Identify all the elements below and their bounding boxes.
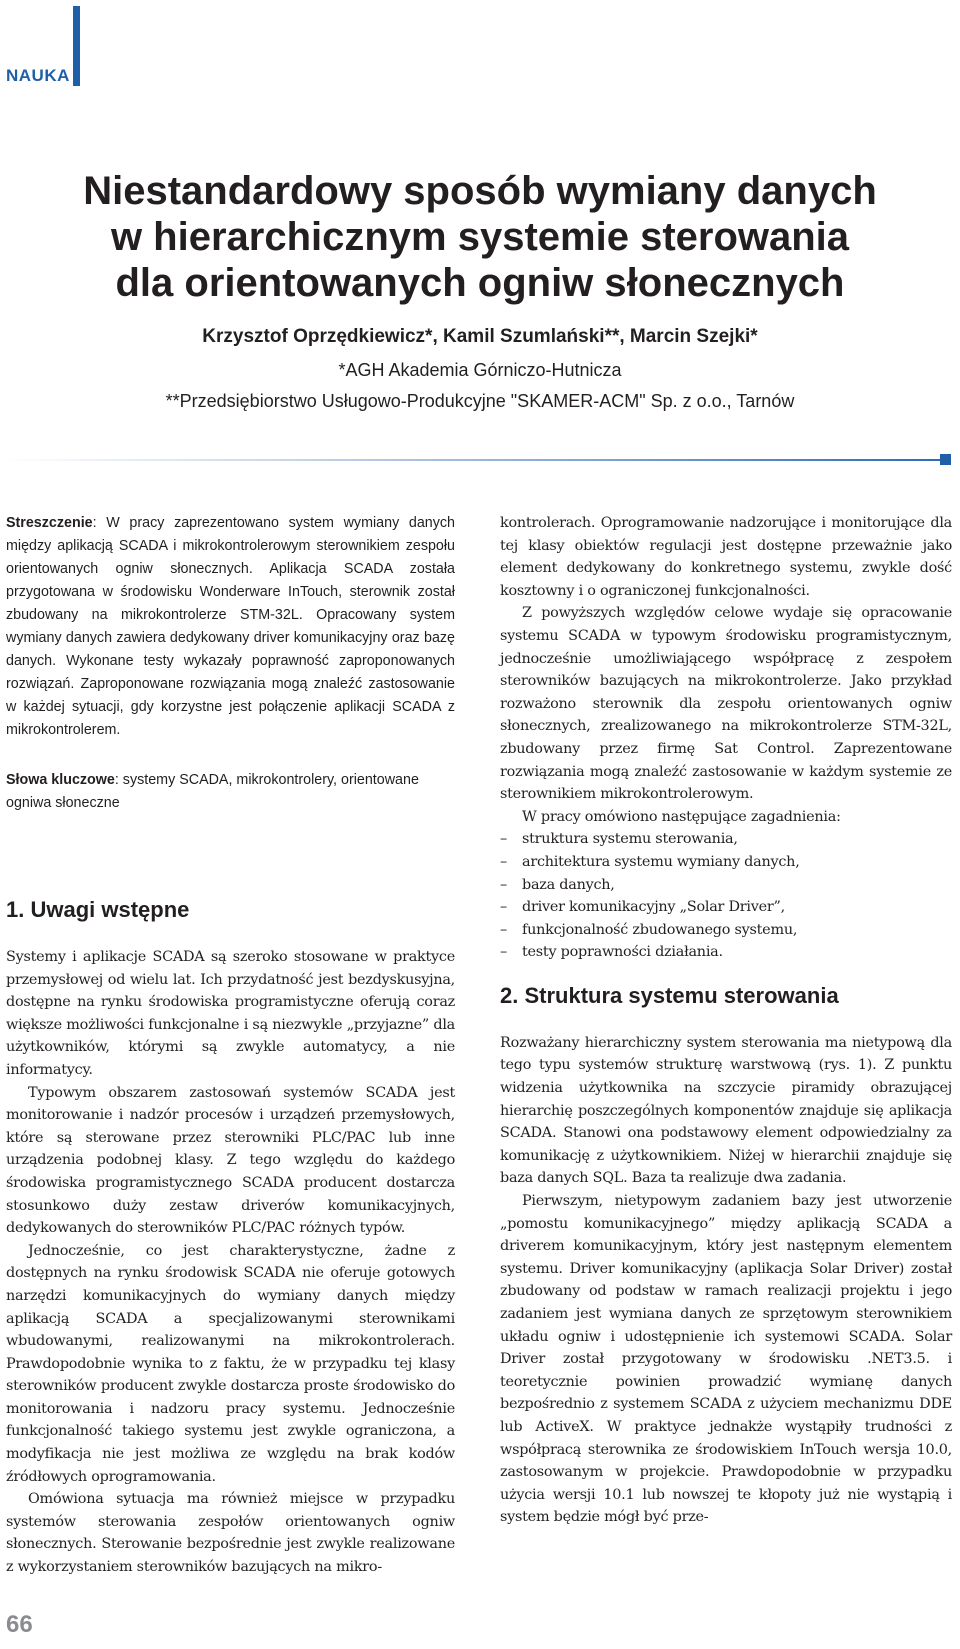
- topics-list: [500, 828, 952, 964]
- right-paragraph-3: W pracy omówiono następujące zagadnienia:: [522, 808, 841, 825]
- left-column: [6, 512, 455, 1579]
- title-line-2: w hierarchicznym systemie sterowania: [110, 215, 850, 259]
- list-dash: –: [500, 831, 507, 848]
- section-2-heading: 2. Struktura systemu sterowania: [500, 982, 839, 1008]
- affiliation-2: **Przedsiębiorstwo Usługowo-Produkcyjne "SKAMER-ACM" Sp. z o.o., Tarnów: [165, 391, 795, 411]
- section-2-paragraph-2: Pierwszym, nietypowym zadaniem bazy jest utworzenie „pomostu komunikacyjnego” między aplikacją SCADA a driverem komunikacyjnym, który jest następnym elementem systemu. Driver komunikacyjny (aplikacja Solar Driver) został zbudowany od podstaw w ramach realizacji projektu i jego zadaniem jest wymiana danych ze sprzętowym sterownikiem układu ogniw i udostępnienie ich systemowi SCADA. Solar Driver został przygotowany w środowisku .NET3.5. i teoretycznie powinien prowadzić wymianę danych bezpośrednio z systemem SCADA z użyciem mechanizmu DDE lub ActiveX. W praktyce jednakże wystąpiły trudności z współpracą sterownika ze środowiskiem InTouch wersja 10.0, zastosowanym w projekcie. Prawdopodobnie w przypadku użycia wersji 10.1 lub nowszej te kłopoty już nie wystąpią i system będzie mógł być prze-: [500, 1193, 952, 1526]
- list-item: – funkcjonalność zbudowanego systemu,: [500, 919, 952, 942]
- list-dash: –: [500, 876, 507, 893]
- title-line-1: Niestandardowy sposób wymiany danych: [83, 169, 877, 213]
- header-divider: [0, 459, 940, 461]
- section-label: NAUKA: [6, 66, 70, 85]
- authors: Krzysztof Oprzędkiewicz*, Kamil Szumlański**, Marcin Szejki*: [202, 326, 758, 347]
- affiliation-1: *AGH Akademia Górniczo-Hutnicza: [338, 360, 622, 380]
- list-item: – testy poprawności działania.: [500, 941, 952, 964]
- section-accent-bar: [73, 6, 80, 86]
- section-2-paragraph-1: Rozważany hierarchiczny system sterowania ma nietypową dla tego typu systemów strukturę warstwową (rys. 1). Z punktu widzenia użytkownika na szczycie piramidy obrazującej hierarchię poszczególnych komponentów znajduje się aplikacja SCADA. Stanowi ona podstawowy element odpowiedzialny za komunikację z użytkownikiem. Niżej w hierarchii znajduje się baza danych SQL. Baza ta realizuje dwa zadania.: [500, 1034, 952, 1187]
- section-1-paragraph-3: Jednocześnie, co jest charakterystyczne, żadne z dostępnych na rynku środowisk SCADA nie oferuje gotowych narzędzi komunikacyjnych do wymiany danych między aplikacją SCADA a specjalizowanymi sterownikami wbudowanymi, realizowanymi na mikrokontrolerach. Prawdopodobnie wynika to z faktu, że w przypadku tej klasy sterowników producent zwykle dostarcza proste środowisko do monitorowania i nadzoru pracy systemu. Jednocześnie funkcjonalność takiego systemu jest zwykle ograniczona, a modyfikacja nie jest możliwa ze względu na brak kodów źródłowych oprogramowania.: [6, 1242, 455, 1485]
- right-paragraph-2: Z powyższych względów celowe wydaje się opracowanie systemu SCADA w typowym środowisku programistycznym, jednocześnie umożliwiającego współpracę z zespołem sterowników bazujących na mikrokontrolerze. Jako przykład rozważono sterownik dla zespołu orientowanych ogniw słonecznych, zrealizowanego na mikrokontrolerze STM-32L, zbudowany przez firmę Sat Control. Zaprezentowane rozwiązania mogą znaleźć zastosowanie w każdym systemie ze sterownikiem mikrokontrolerowym.: [500, 605, 952, 803]
- abstract-label: Streszczenie: [6, 515, 93, 531]
- list-item: – baza danych,: [500, 874, 952, 897]
- list-dash: –: [500, 853, 507, 870]
- divider-square-marker: [940, 454, 951, 465]
- right-paragraph-1: kontrolerach. Oprogramowanie nadzorujące i monitorujące dla tej klasy obiektów regulacji jest dostępne przeważnie jako element dedykowany do konkretnego systemu, zwykle dość kosztowny i o ograniczonej funkcjonalności.: [500, 515, 952, 599]
- keywords-text: : systemy SCADA, mikrokontrolery, orientowane ogniwa słoneczne: [6, 772, 419, 811]
- list-dash: –: [500, 899, 507, 916]
- article-title: [0, 168, 960, 306]
- section-1-paragraph-4: Omówiona sytuacja ma również miejsce w przypadku systemów sterowania zespołów orientowanych ogniw słonecznych. Sterowanie bezpośrednie jest zwykle realizowane z wykorzystaniem sterowników bazujących na mikro-: [6, 1491, 455, 1576]
- abstract: [6, 512, 455, 742]
- section-1-paragraph-1: Systemy i aplikacje SCADA są szeroko stosowane w praktyce przemysłowej od wielu lat. Ich przydatność jest bezdyskusyjna, dostępne na rynku środowiska programistyczne oferują coraz większe możliwości funkcjonalne i są niezwykle „przyjazne” dla użytkowników, którymi są zwykle automatycy, a nie informatycy.: [6, 949, 455, 1078]
- title-line-3: dla orientowanych ogniw słonecznych: [115, 261, 845, 305]
- section-1-heading: 1. Uwagi wstępne: [6, 897, 190, 922]
- section-1-paragraph-2: Typowym obszarem zastosowań systemów SCADA jest monitorowanie i nadzór procesów i urządzeń przemysłowych, które są sterowane przez sterowniki PLC/PAC lub inne urządzenia podobnej klasy. Z tego względu do każdego środowiska programistycznego SCADA producent dostarcza stosunkowo duży zestaw driverów komunikacyjnych, dedykowanych do sterowników PLC/PAC różnych typów.: [6, 1084, 455, 1237]
- list-item: – struktura systemu sterowania,: [500, 828, 952, 851]
- list-item: – driver komunikacyjny „Solar Driver”,: [500, 896, 952, 919]
- list-item: – architektura systemu wymiany danych,: [500, 851, 952, 874]
- keywords-label: Słowa kluczowe: [6, 772, 115, 788]
- right-column: [500, 512, 952, 1529]
- abstract-text: : W pracy zaprezentowano system wymiany danych między aplikacją SCADA i mikrokontrolerowym sterownikiem zespołu orientowanych ogniw słonecznych. Aplikacja SCADA została przygotowana w środowisku Wonderware InTouch, sterownik został zbudowany na mikrokontrolerze STM-32L. Opracowany system wymiany danych zawiera dedykowany driver komunikacyjny oraz bazę danych. Wykonane testy wykazały poprawność zaproponowanych rozwiązań. Zaproponowane rozwiązania mogą znaleźć zastosowanie w każdej sytuacji, gdy korzystne jest połączenie aplikacji SCADA z mikrokontrolerem.: [6, 515, 455, 738]
- list-dash: –: [500, 944, 507, 961]
- list-dash: –: [500, 921, 507, 938]
- keywords: [6, 769, 455, 815]
- page-number: 66: [6, 1611, 33, 1638]
